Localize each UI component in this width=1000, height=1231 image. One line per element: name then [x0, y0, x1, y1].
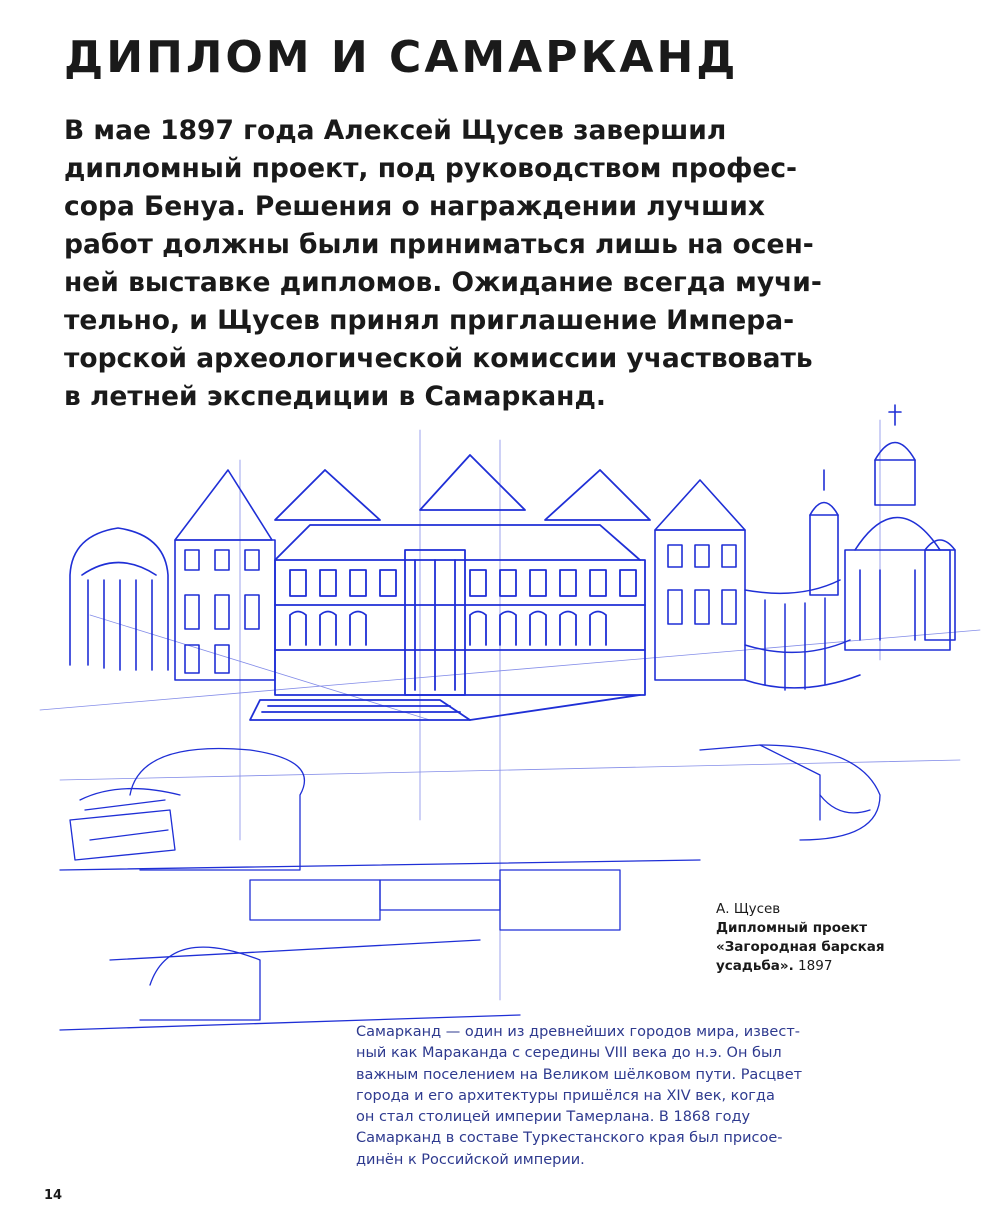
lead-line: дипломный проект, под руководством профес- [64, 153, 798, 184]
samarkand-note [356, 1022, 856, 1171]
lead-line: ней выставке дипломов. Ожидание всегда мучи- [64, 267, 822, 298]
note-line: города и его архитектуры пришёлся на XIV век, когда [356, 1087, 775, 1104]
caption-year: 1897 [798, 958, 833, 974]
page-title: ДИПЛОМ И САМАРКАНД [64, 32, 739, 83]
page-number: 14 [44, 1188, 63, 1203]
lead-line: работ должны были приниматься лишь на осен- [64, 229, 814, 260]
note-line: Самарканд — один из древнейших городов мира, извест- [356, 1024, 800, 1040]
lead-line: в летней экспедиции в Самарканд. [64, 381, 606, 412]
note-line: ный как Мараканда с середины VIII века до н.э. Он был [356, 1045, 782, 1062]
caption-author: А. Щусев [716, 901, 781, 917]
caption-title-line: Дипломный проект [716, 920, 868, 936]
lead-paragraph [64, 112, 824, 416]
note-line: он стал столицей империи Тамерлана. В 1868 году [356, 1109, 751, 1126]
lead-line: сора Бенуа. Решения о награждении лучших [64, 191, 765, 222]
note-line: важным поселением на Великом шёлковом пути. Расцвет [356, 1066, 803, 1083]
lead-line: тельно, и Щусев принял приглашение Импера- [64, 305, 795, 336]
image-caption [716, 900, 976, 976]
lead-line: В мае 1897 года Алексей Щусев завершил [64, 115, 727, 146]
caption-title-line: «Загородная барская [716, 939, 885, 955]
note-line: динён к Российской империи. [356, 1151, 585, 1168]
note-line: Самарканд в составе Туркестанского края был присое- [356, 1130, 783, 1147]
caption-title-line: усадьба». [716, 958, 794, 974]
lead-line: торской археологической комиссии участвовать [64, 343, 813, 374]
